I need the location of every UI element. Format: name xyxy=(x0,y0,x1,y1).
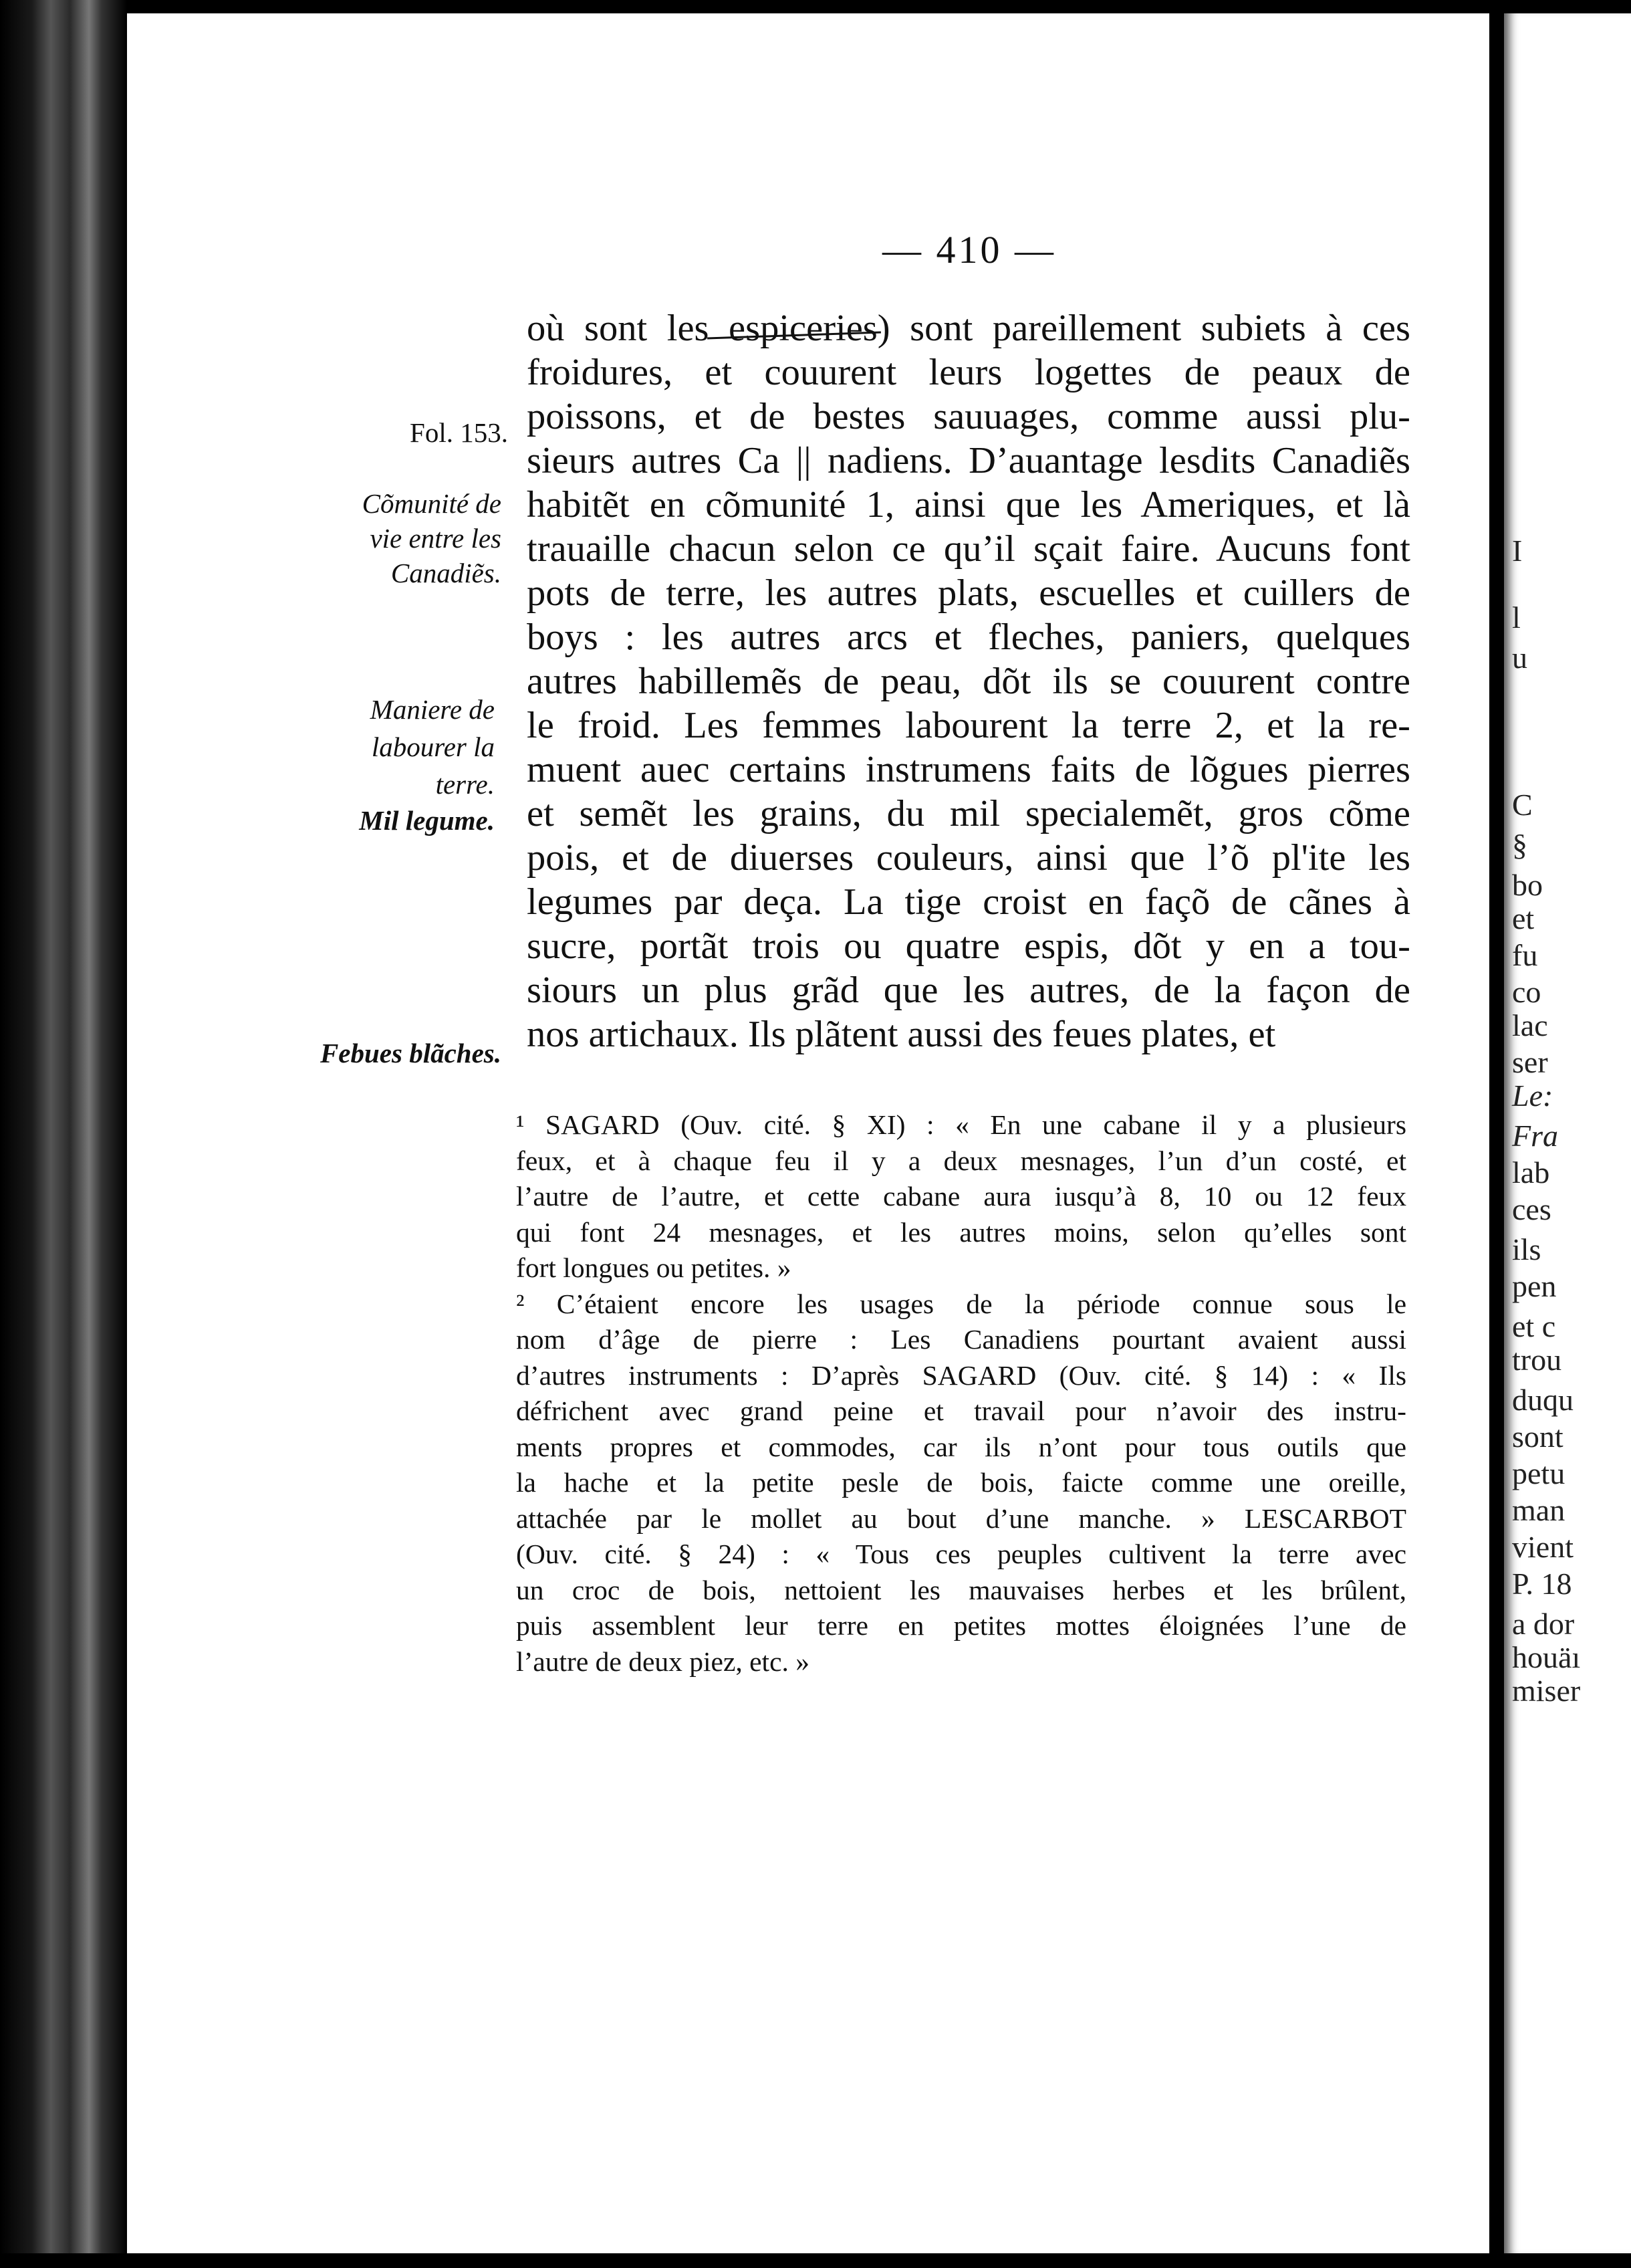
adjacent-page-fragment: lab xyxy=(1512,1155,1550,1189)
text-line: poissons, et de bestes sauuages, comme aussi plu- xyxy=(527,396,1410,437)
footnote-line: l’autre de deux piez, etc. » xyxy=(516,1646,809,1677)
text-line: sieurs autres Ca || nadiens. D’auantage lesdits Canadiẽs xyxy=(527,440,1410,481)
adjacent-page-fragment: lac xyxy=(1512,1008,1548,1042)
adjacent-page-fragment: a dor xyxy=(1512,1607,1575,1641)
adjacent-page-fragment: ils xyxy=(1512,1232,1541,1266)
text-line: froidures, et couurent leurs logettes de peaux de xyxy=(527,352,1410,393)
adjacent-page-fragment: fu xyxy=(1512,938,1538,972)
footnote-line: nom d’âge de pierre : Les Canadiens pourtant avaient aussi xyxy=(516,1324,1406,1355)
margin-note-line: Maniere de xyxy=(370,694,495,725)
margin-note-line: terre. xyxy=(435,769,495,800)
text-line: le froid. Les femmes labourent la terre 2, et la re- xyxy=(527,705,1410,746)
footnote-line: ments propres et commodes, car ils n’ont pour tous outils que xyxy=(516,1431,1406,1462)
text-line: et semẽt les grains, du mil specialemẽt, gros cõme xyxy=(527,793,1410,834)
adjacent-page xyxy=(1504,13,1631,2253)
margin-note-line: labourer la xyxy=(371,731,495,762)
text-line: boys : les autres arcs et fleches, paniers, quelques xyxy=(527,616,1410,658)
adjacent-page-fragment: l xyxy=(1512,600,1521,635)
adjacent-page-fragment: § xyxy=(1512,828,1527,862)
adjacent-page-fragment: man xyxy=(1512,1493,1565,1527)
adjacent-page-fragment: co xyxy=(1512,975,1541,1009)
footnote-line: ² C’étaient encore les usages de la période connue sous le xyxy=(516,1288,1406,1319)
footnote-line: fort longues ou petites. » xyxy=(516,1252,791,1283)
adjacent-page-fragment: u xyxy=(1512,641,1527,675)
adjacent-page-fragment: C xyxy=(1512,788,1533,822)
adjacent-page-fragment: bo xyxy=(1512,868,1543,902)
adjacent-page-fragment: vient xyxy=(1512,1530,1574,1564)
text-line: sucre, portãt trois ou quatre espis, dõt y en a tou- xyxy=(527,925,1410,967)
adjacent-page-fragment: houäı xyxy=(1512,1640,1581,1674)
footnote-line: d’autres instruments : D’après SAGARD (Ouv. cité. § 14) : « Ils xyxy=(516,1359,1406,1391)
text-line: pots de terre, les autres plats, escuelles et cuillers de xyxy=(527,572,1410,614)
footnotes-block xyxy=(516,1107,1406,1680)
scan-border-bottom xyxy=(0,2253,1631,2268)
footnote-line: un croc de bois, nettoient les mauvaises herbes et les brûlent, xyxy=(516,1574,1406,1605)
adjacent-page-fragment: Fra xyxy=(1512,1119,1558,1153)
adjacent-page-fragment: et xyxy=(1512,901,1535,935)
adjacent-page-fragment: et c xyxy=(1512,1309,1556,1343)
adjacent-page-fragment: ces xyxy=(1512,1192,1551,1226)
footnote-line: attachée par le mollet au bout d’une manche. » LESCARBOT xyxy=(516,1502,1406,1534)
main-text-block xyxy=(527,306,1410,1056)
adjacent-page-fragment: ser xyxy=(1512,1045,1548,1079)
margin-folio: Fol. 153. xyxy=(410,417,508,448)
text-line: siours un plus grãd que les autres, de la façon de xyxy=(527,970,1410,1011)
text-line: trauaille chacun selon ce qu’il sçait faire. Aucuns font xyxy=(527,528,1410,570)
footnote-line: (Ouv. cité. § 24) : « Tous ces peuples cultivent la terre avec xyxy=(516,1539,1406,1569)
page-number: — 410 — xyxy=(882,228,1056,271)
margin-note-line: Mil legume. xyxy=(359,805,495,836)
adjacent-page-fragment: I xyxy=(1512,534,1523,568)
book-spine-edge xyxy=(0,0,127,2268)
adjacent-page-fragment: miser xyxy=(1512,1674,1581,1708)
text-line: autres habillemẽs de peau, dõt ils se couurent contre xyxy=(527,661,1410,702)
text-line: où sont les espiceries) sont pareillement subiets à ces xyxy=(527,308,1410,349)
text-line: muent auec certains instrumens faits de lõgues pierres xyxy=(527,749,1410,790)
footnote-line: puis assemblent leur terre en petites mottes éloignées l’une de xyxy=(516,1610,1406,1641)
margin-note-line: vie entre les xyxy=(370,523,501,554)
adjacent-page-fragment: sont xyxy=(1512,1420,1563,1454)
margin-note-line: Febues blãches. xyxy=(320,1038,501,1068)
text-line: legumes par deça. La tige croist en façõ de cãnes à xyxy=(527,881,1410,923)
margin-note-line: Cõmunité de xyxy=(362,488,501,519)
adjacent-page-fragment: petu xyxy=(1512,1456,1565,1490)
footnote-line: l’autre de l’autre, et cette cabane aura iusqu’à 8, 10 ou 12 feux xyxy=(516,1181,1406,1212)
adjacent-page-fragment: duqu xyxy=(1512,1383,1574,1417)
footnote-line: feux, et à chaque feu il y a deux mesnages, l’un d’un costé, et xyxy=(516,1145,1406,1176)
margin-note-line: Canadiẽs. xyxy=(390,558,501,588)
text-line: habitẽt en cõmunité 1, ainsi que les Ameriques, et là xyxy=(527,484,1410,526)
footnote-line: ¹ SAGARD (Ouv. cité. § XI) : « En une cabane il y a plusieurs xyxy=(516,1109,1406,1140)
footnote-line: qui font 24 mesnages, et les autres moins, selon qu’elles sont xyxy=(516,1216,1406,1248)
text-line: pois, et de diuerses couleurs, ainsi que l’õ pl'ite les xyxy=(527,837,1410,879)
scan-border-top xyxy=(0,0,1631,13)
footnote-line: défrichent avec grand peine et travail pour n’avoir des instru- xyxy=(516,1395,1406,1426)
adjacent-page-fragment: trou xyxy=(1512,1343,1562,1377)
adjacent-page-fragment: Le: xyxy=(1512,1079,1553,1113)
page-gutter xyxy=(1489,0,1504,2268)
adjacent-page-fragment: P. 18 xyxy=(1512,1567,1572,1601)
text-line: nos artichaux. Ils plãtent aussi des feues plates, et xyxy=(527,1014,1276,1055)
adjacent-page-fragment: pen xyxy=(1512,1269,1557,1303)
footnote-line: la hache et la petite pesle de bois, faicte comme une oreille, xyxy=(516,1467,1406,1498)
